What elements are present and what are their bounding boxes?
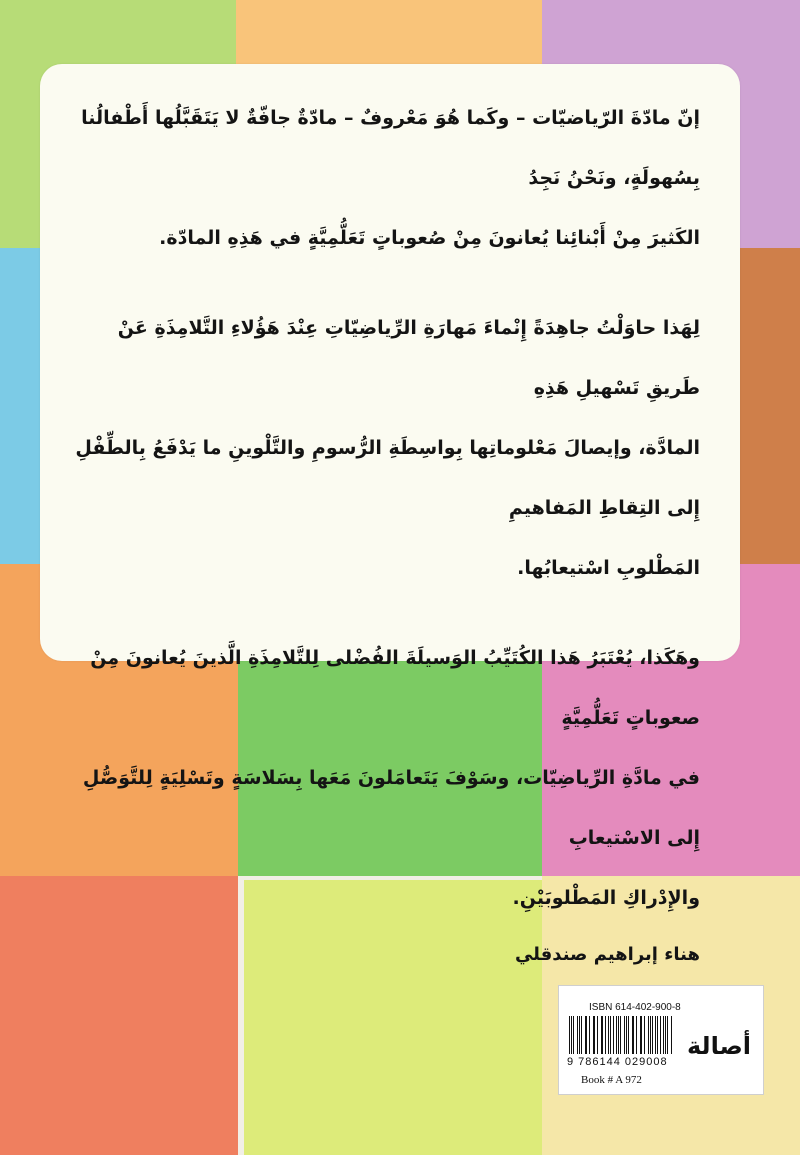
publisher-logo [681,1008,757,1078]
paragraph-3-line-1: وهَكَذا، يُعْتَبَرُ هَذا الكُتَيِّبُ الوَسيلَةَ الفُضْلى لِلتَّلامِذَةِ الَّذينَ يُعانونَ مِنْ صعوباتٍ تَعَلُّمِيَّةٍ [90,647,700,729]
barcode-box [558,985,764,1095]
paragraph-1-line-2: الكَثيرَ مِنْ أَبْنائِنا يُعانونَ مِنْ صُعوباتٍ تَعَلُّمِيَّةٍ في هَذِهِ المادّة. [159,227,700,249]
barcode-bar [577,1016,578,1054]
paragraph-1-line-1: إنّ مادّةَ الرّياضيّات – وكَما هُوَ مَعْروفٌ – مادّةٌ جافّةٌ لا يَتَقَبَّلُها أَطْفالُنا بِسُهولَةٍ، ونَحْنُ نَجِدُ [81,107,700,189]
barcode-bars [569,1016,673,1054]
barcode-bar [620,1016,621,1054]
publisher-logo-text: أصالة [687,1032,751,1060]
barcode-bar [613,1016,614,1054]
author-name: هناء إبراهيم صندقلي [514,944,700,965]
barcode-bar [633,1016,634,1054]
paragraph-1 [70,88,700,268]
paragraph-3 [70,628,700,928]
barcode-bar [641,1016,642,1054]
barcode-bar [628,1016,629,1054]
barcode-bar [594,1016,595,1054]
barcode-bar [663,1016,664,1054]
bg-tile-orange-top [236,0,542,64]
book-number: Book # A 972 [581,1074,642,1086]
paragraph-2-line-2: المادَّة، وإيصالَ مَعْلوماتِها بِواسِطَةِ الرُّسومِ والتَّلْوينِ ما يَدْفَعُ بِالطِّفْلِ إِلى التِقاطِ المَفاهيمِ [75,437,700,519]
barcode-bar [648,1016,649,1054]
barcode-bar [569,1016,570,1054]
paragraph-2 [70,298,700,598]
isbn-label: ISBN 614-402-900-8 [589,1002,681,1013]
barcode-bar [581,1016,582,1054]
barcode-bar [667,1016,668,1054]
paragraph-3-line-3: والإِدْراكِ المَطْلوبَيْنِ. [512,887,700,909]
barcode-bar [610,1016,611,1054]
barcode-bar [602,1016,603,1054]
barcode-bar [589,1016,590,1054]
paragraph-2-line-1: لِهَذا حاوَلْتُ جاهِدَةً إِنْماءَ مَهارَةِ الرِّياضِيّاتِ عِنْدَ هَؤُلاءِ التَّلامِذَةِ عَنْ طَريقِ تَسْهيلِ هَذِهِ [117,317,700,399]
barcode-bar [655,1016,656,1054]
paragraph-2-line-3: المَطْلوبِ اسْتيعابُها. [517,557,700,579]
paragraph-3-line-2: في مادَّةِ الرِّياضِيّات، وسَوْفَ يَتَعامَلونَ مَعَها بِسَلاسَةٍ وتَسْلِيَةٍ لِلتَّوَصُّلِ إِلى الاسْتيعابِ [82,767,700,849]
intro-text-panel [40,64,740,965]
barcode-number: 9 786144 029008 [567,1056,668,1068]
